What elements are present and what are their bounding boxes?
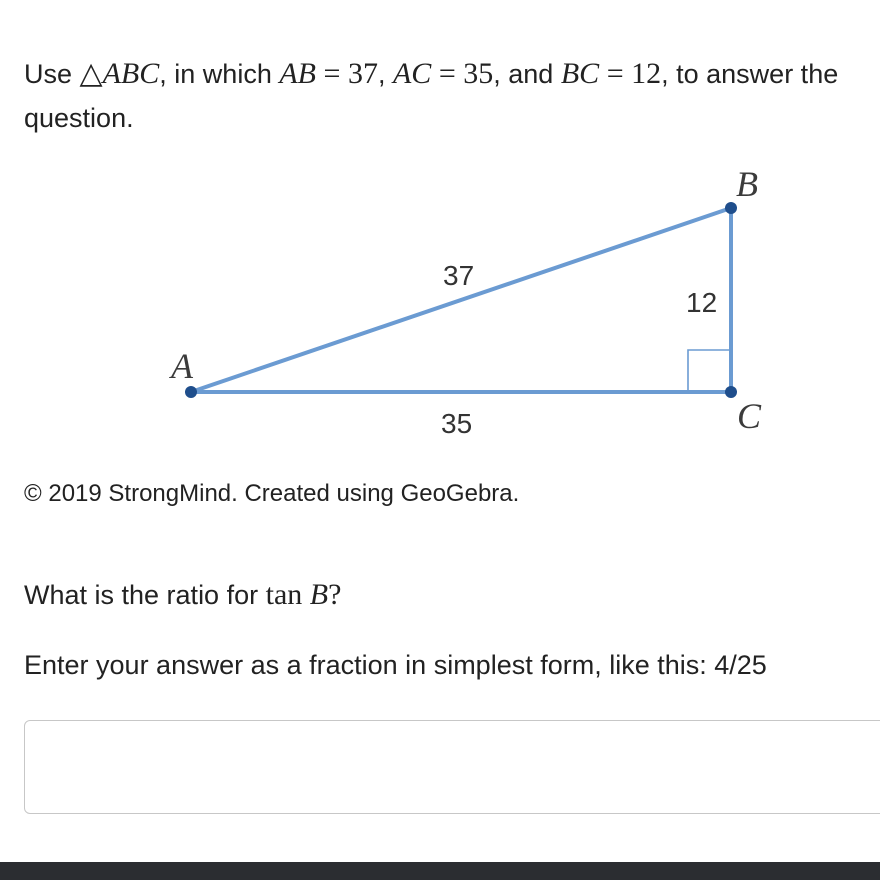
right-angle-marker [688,350,731,392]
bc-label: BC [560,57,600,90]
triangle-symbol: △ [79,57,103,90]
vertex-label-b: B [736,164,758,204]
side-label-ab: 37 [443,260,475,291]
side-label-bc: 12 [686,287,718,318]
answer-instruction: Enter your answer as a fraction in simplest form, like this: 4/25 [24,650,767,680]
prompt-tail: , to answer the question. [24,59,839,133]
prompt-in-which: , in which [159,59,272,89]
question-prompt [24,52,854,140]
point-c [725,386,737,398]
ac-label: AC [392,57,432,90]
bottom-bar [0,862,880,880]
triangle-figure [0,160,880,450]
answer-input[interactable] [24,720,880,814]
prompt-use: Use [24,59,73,89]
point-a [185,386,197,398]
angle-variable: B [309,578,329,611]
vertex-label-a: A [171,346,193,386]
vertex-label-c: C [737,396,762,436]
ab-value: = 37 [323,57,378,90]
ac-value: = 35 [438,57,494,90]
side-ab-line [191,208,731,392]
copyright-credit: © 2019 StrongMind. Created using GeoGebra. [24,480,520,507]
prompt-and: , and [493,59,554,89]
triangle-diagram [0,160,880,450]
question-mark: ? [328,578,342,611]
bc-value: = 12 [606,57,662,90]
triangle-name: ABC [102,57,160,90]
question-text [24,578,341,612]
ab-label: AB [279,57,317,90]
side-label-ac: 35 [441,408,473,439]
question-prefix: What is the ratio for [24,580,259,610]
tan-function: tan [265,578,303,611]
comma-1: , [377,59,386,89]
